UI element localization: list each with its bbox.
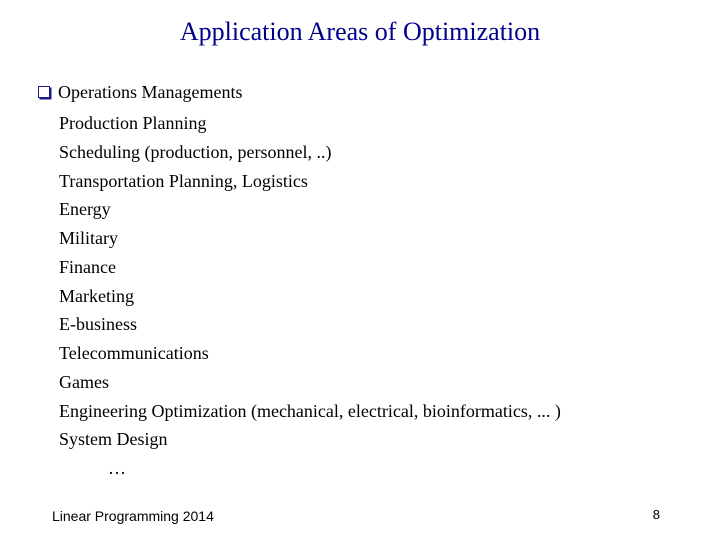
list-item: Telecommunications	[59, 343, 209, 363]
bullet-heading	[38, 80, 242, 104]
list-item: System Design	[59, 429, 168, 450]
page-number: 8	[652, 507, 660, 522]
list-item: Military	[59, 228, 118, 248]
list-item: Marketing	[59, 285, 134, 306]
list-item: Production Planning	[59, 113, 207, 133]
list-item: Finance	[59, 256, 116, 277]
slide-title: Application Areas of Optimization	[179, 17, 541, 46]
list-item: Transportation Planning, Logistics	[59, 170, 308, 191]
list-item: E-business	[59, 314, 137, 335]
list-item: Games	[59, 371, 109, 392]
application-list	[59, 109, 561, 454]
list-item: Engineering Optimization (mechanical, electrical, bioinformatics, ... )	[59, 400, 561, 421]
checkbox-bullet-icon	[38, 86, 50, 98]
list-ellipsis: …	[108, 458, 126, 478]
bullet-heading-text: Operations Managements	[58, 82, 243, 102]
list-item: Energy	[59, 199, 111, 220]
footer-course-title: Linear Programming 2014	[52, 508, 214, 524]
list-item: Scheduling (production, personnel, ..)	[59, 141, 332, 162]
